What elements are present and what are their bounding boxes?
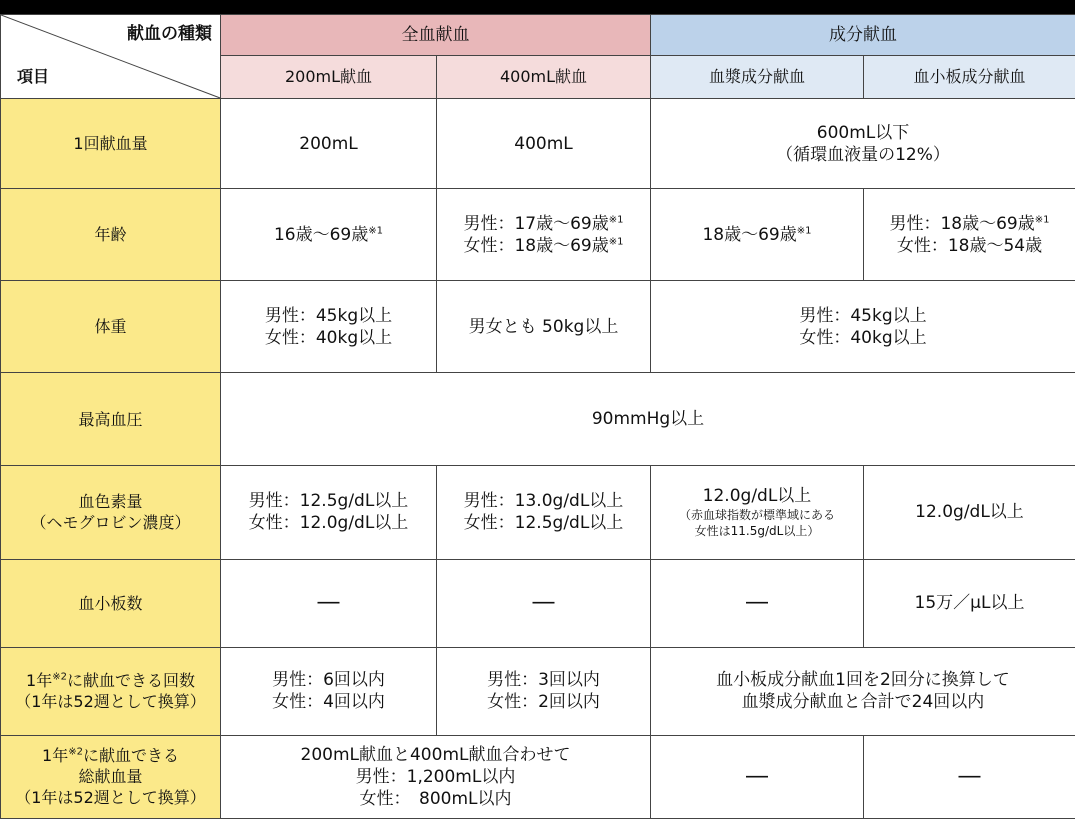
header-400ml: 400mL献血 xyxy=(437,55,651,98)
row-label-annual-times xyxy=(1,647,221,735)
age-400ml-male: 男性：17歳～69歳 xyxy=(463,213,609,234)
weight-component-male: 男性：45kg以上 xyxy=(799,305,927,326)
annual-times-200ml-male: 男性：6回以内 xyxy=(272,670,385,691)
row-annual-times xyxy=(1,647,1075,735)
header-plasma: 血漿成分献血 xyxy=(651,55,864,98)
age-400ml-line2 xyxy=(441,235,646,257)
weight-component-female: 女性：40kg以上 xyxy=(799,327,927,348)
age-400ml xyxy=(437,189,651,281)
hemoglobin-plasma-note2: 女性は11.5g/dL以上） xyxy=(694,524,820,539)
annual-total-platelet: ― xyxy=(864,735,1075,818)
annual-total-whole-male: 男性：1,200mL以内 xyxy=(355,766,516,787)
annual-times-label-line2: （1年は52週として換算） xyxy=(15,692,206,712)
age-platelet-male: 男性：18歳～69歳 xyxy=(889,213,1035,234)
age-platelet-line2: 女性：18歳～54歳 xyxy=(896,235,1043,256)
hemoglobin-label-line1: 血色素量 xyxy=(78,492,143,512)
row-hemoglobin xyxy=(1,465,1075,559)
hemoglobin-200ml-female: 女性：12.0g/dL以上 xyxy=(248,513,409,534)
volume-component xyxy=(651,98,1075,188)
annual-total-label-post: に献血できる xyxy=(82,746,179,766)
annual-times-label-post: に献血できる回数 xyxy=(66,671,195,691)
annual-times-component xyxy=(651,647,1075,735)
row-label-hemoglobin xyxy=(1,465,221,559)
weight-component xyxy=(651,281,1075,373)
annual-total-label-line2: 総献血量 xyxy=(78,767,143,787)
platelet-count-400ml: ― xyxy=(437,559,651,647)
annual-times-component-line2: 血漿成分献血と合計で24回以内 xyxy=(741,692,985,713)
header-row-1 xyxy=(1,15,1075,56)
annual-total-label-line3: （1年は52週として換算） xyxy=(15,788,206,808)
age-400ml-female: 女性：18歳～69歳 xyxy=(463,235,609,256)
row-label-weight: 体重 xyxy=(1,281,221,373)
component-header: 成分献血 xyxy=(651,15,1075,56)
age-200ml xyxy=(221,189,437,281)
annual-times-component-line1: 血小板成分献血1回を2回分に換算して xyxy=(716,670,1010,691)
hemoglobin-400ml-male: 男性：13.0g/dL以上 xyxy=(463,491,624,512)
annual-total-plasma: ― xyxy=(651,735,864,818)
platelet-count-200ml: ― xyxy=(221,559,437,647)
hemoglobin-plasma-note1: （赤血球指数が標準域にある xyxy=(678,508,835,523)
hemoglobin-label-line2: （ヘモグロビン濃度） xyxy=(30,513,191,533)
weight-200ml-female: 女性：40kg以上 xyxy=(264,327,393,348)
row-label-volume: 1回献血量 xyxy=(1,98,221,188)
volume-component-line2: （循環血液量の12%） xyxy=(776,144,950,165)
age-plasma xyxy=(651,189,864,281)
annual-times-label-line1 xyxy=(5,670,216,691)
age-plasma-text: 18歳～69歳 xyxy=(702,224,797,245)
hemoglobin-400ml-female: 女性：12.5g/dL以上 xyxy=(463,513,624,534)
weight-200ml-male: 男性：45kg以上 xyxy=(264,305,393,326)
row-age xyxy=(1,189,1075,281)
header-200ml: 200mL献血 xyxy=(221,55,437,98)
corner-header-cell xyxy=(1,15,221,99)
row-blood-pressure xyxy=(1,373,1075,465)
age-200ml-text: 16歳～69歳 xyxy=(273,224,369,245)
annual-total-whole-line1: 200mL献血と400mL献血合わせて xyxy=(300,744,571,765)
hemoglobin-200ml-male: 男性：12.5g/dL以上 xyxy=(248,491,409,512)
hemoglobin-plasma xyxy=(651,465,864,559)
annual-times-200ml-female: 女性：4回以内 xyxy=(272,692,385,713)
annual-times-label-note: ※2 xyxy=(52,672,67,684)
item-label: 項目 xyxy=(17,66,50,86)
age-400ml-male-note: ※1 xyxy=(608,214,624,226)
age-400ml-female-note: ※1 xyxy=(608,236,624,248)
row-label-platelet-count: 血小板数 xyxy=(1,559,221,647)
annual-total-whole-female: 女性： 800mL以内 xyxy=(359,788,512,809)
age-platelet xyxy=(864,189,1075,281)
whole-blood-header: 全血献血 xyxy=(221,15,651,56)
age-400ml-line1 xyxy=(441,213,646,235)
annual-times-200ml xyxy=(221,647,437,735)
hemoglobin-200ml xyxy=(221,465,437,559)
annual-times-label-pre: 1年 xyxy=(26,671,53,691)
platelet-count-plasma: ― xyxy=(651,559,864,647)
annual-total-label-pre: 1年 xyxy=(42,746,69,766)
weight-400ml: 男女とも 50kg以上 xyxy=(437,281,651,373)
volume-200ml: 200mL xyxy=(221,98,437,188)
row-volume xyxy=(1,98,1075,188)
annual-times-400ml-female: 女性：2回以内 xyxy=(487,692,600,713)
row-annual-total xyxy=(1,735,1075,818)
weight-200ml xyxy=(221,281,437,373)
annual-total-label-line1 xyxy=(5,745,216,766)
volume-component-line1: 600mL以下 xyxy=(816,122,910,143)
volume-400ml: 400mL xyxy=(437,98,651,188)
row-weight xyxy=(1,281,1075,373)
age-200ml-note: ※1 xyxy=(368,225,383,237)
blood-pressure-value: 90mmHg以上 xyxy=(221,373,1075,465)
hemoglobin-400ml xyxy=(437,465,651,559)
annual-total-label-note: ※2 xyxy=(68,747,83,759)
hemoglobin-plasma-value: 12.0g/dL以上 xyxy=(702,486,812,507)
row-platelet-count xyxy=(1,559,1075,647)
row-label-blood-pressure: 最高血圧 xyxy=(1,373,221,465)
header-platelet: 血小板成分献血 xyxy=(864,55,1075,98)
age-platelet-male-note: ※1 xyxy=(1034,214,1050,226)
row-label-age: 年齢 xyxy=(1,189,221,281)
donation-type-label: 献血の種類 xyxy=(127,24,212,44)
annual-times-400ml xyxy=(437,647,651,735)
annual-times-400ml-male: 男性：3回以内 xyxy=(487,670,600,691)
platelet-count-platelet: 15万／μL以上 xyxy=(864,559,1075,647)
annual-total-whole-blood xyxy=(221,735,651,818)
age-plasma-note: ※1 xyxy=(796,225,812,237)
age-platelet-line1 xyxy=(868,213,1071,235)
eligibility-table-frame xyxy=(0,14,1075,819)
row-label-annual-total xyxy=(1,735,221,818)
hemoglobin-platelet: 12.0g/dL以上 xyxy=(864,465,1075,559)
blood-donation-eligibility-table xyxy=(0,14,1075,819)
